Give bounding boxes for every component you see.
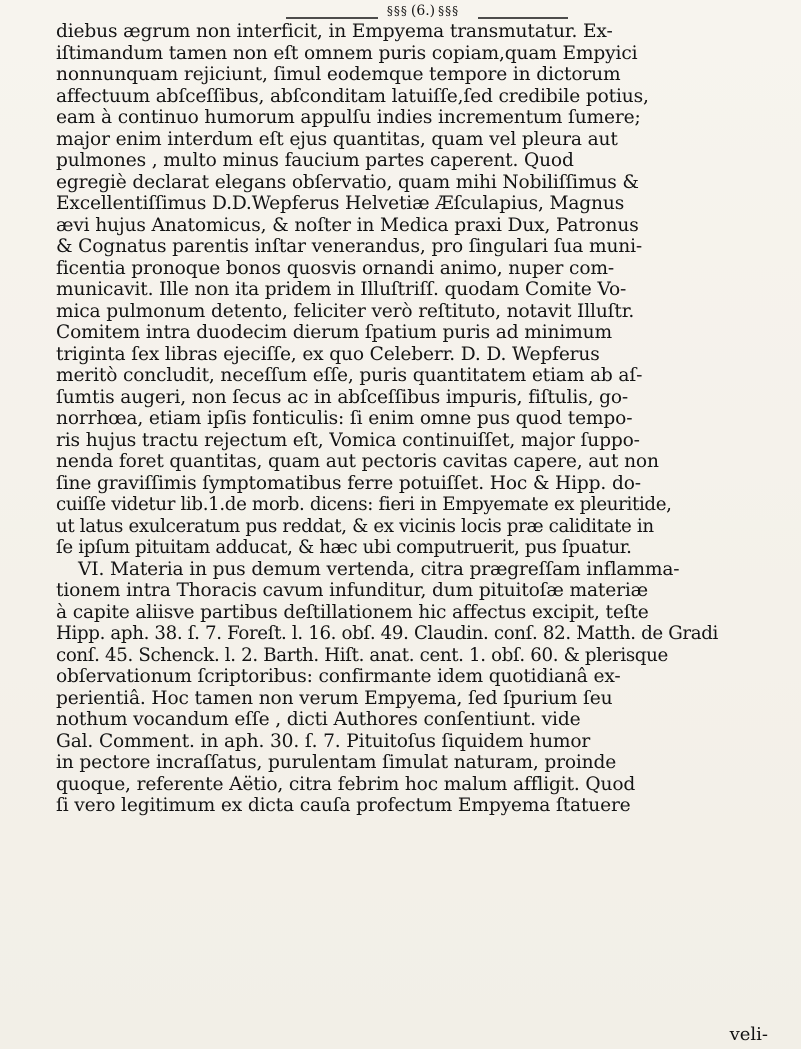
text-line: municavit. Ille non ita pridem in Illuſtriſſ. quodam Comite Vo- xyxy=(56,279,627,300)
citation-line: conſ. 45. Schenck. l. 2. Barth. Hiſt. anat. cent. 1. obſ. 60. & plerisque xyxy=(56,644,668,666)
text-line: in pectore incraſſatus, purulentam ſimulat naturam, proinde xyxy=(56,752,617,773)
text-line: norrhœa, etiam ipſis fonticulis: ſi enim omne pus quod tempo- xyxy=(56,408,633,429)
text-line: ficentia pronoque bonos quosvis ornandi animo, nuper com- xyxy=(56,257,614,279)
text-line: egregiè declarat elegans obſervatio, quam mihi Nobiliſſimus & xyxy=(56,171,639,193)
text-line: Comitem intra duodecim dierum ſpatium puris ad minimum xyxy=(56,322,612,343)
text-line: tionem intra Thoracis cavum infunditur, dum pituitoſæ materiæ xyxy=(56,580,648,601)
body-text xyxy=(56,21,778,817)
header-rule-left xyxy=(286,17,378,19)
text-line: major enim interdum eſt ejus quantitas, quam vel pleura aut xyxy=(56,128,618,150)
text-line: Gal. Comment. in aph. 30. ſ. 7. Pituitoſus ſiquidem humor xyxy=(56,730,591,752)
text-line: ſine graviſſimis ſymptomatibus ferre potuiſſet. Hoc & Hipp. do- xyxy=(56,472,641,494)
section-start-line: VI. Materia in pus demum vertenda, citra prægreſſam inflamma- xyxy=(78,558,680,580)
catchword: veli- xyxy=(729,1024,768,1045)
text-line: meritò concludit, neceſſum eſſe, puris quantitatem etiam ab aſ- xyxy=(56,365,643,386)
text-line: iſtimandum tamen non eſt omnem puris copiam,quam Empyici xyxy=(56,42,638,64)
text-line: ſumtis augeri, non ſecus ac in abſceſſibus impuris, fiſtulis, go- xyxy=(56,386,629,408)
text-line: pulmones , multo minus faucium partes caperent. Quod xyxy=(56,150,574,171)
ornament-right: §§§ xyxy=(438,4,460,18)
page-number-ornament xyxy=(373,2,473,20)
text-line: ævi hujus Anatomicus, & noſter in Medica praxi Dux, Patronus xyxy=(56,214,639,236)
text-line: cuiſſe videtur lib.1.de morb. dicens: fieri in Empyemate ex pleuritide, xyxy=(56,494,672,515)
page-header xyxy=(0,0,801,22)
text-line: ſe ipſum pituitam adducat, & hæc ubi computruerit, pus ſpuatur. xyxy=(56,537,632,558)
text-line: ſi vero legitimum ex dicta cauſa profectum Empyema ſtatuere xyxy=(56,795,631,816)
page-number: (6.) xyxy=(410,3,436,19)
text-line: nenda foret quantitas, quam aut pectoris cavitas capere, aut non xyxy=(56,451,659,472)
text-line: nonnunquam rejiciunt, ſimul eodemque tempore in dictorum xyxy=(56,64,621,85)
text-line: ris hujus tractu rejectum eſt, Vomica continuiſſet, major ſuppo- xyxy=(56,429,640,451)
header-rule-right xyxy=(478,17,568,19)
text-line: triginta ſex libras ejeciſſe, ex quo Celeberr. D. D. Wepferus xyxy=(56,343,600,365)
text-line: à capite aliisve partibus deſtillationem hic affectus excipit, teſte xyxy=(56,601,649,623)
text-line: nothum vocandum eſſe , dicti Authores conſentiunt. vide xyxy=(56,709,581,730)
text-line: affectuum abſceſſibus, abſconditam latuiſſe,ſed credibile potius, xyxy=(56,85,649,107)
text-line: & Cognatus parentis inſtar venerandus, pro ſingulari ſua muni- xyxy=(56,236,643,257)
text-line: obſervationum ſcriptoribus: confirmante idem quotidianâ ex- xyxy=(56,666,621,687)
text-line: eam à continuo humorum appulſu indies incrementum ſumere; xyxy=(56,107,641,128)
text-line: perientiâ. Hoc tamen non verum Empyema, ſed ſpurium ſeu xyxy=(56,687,613,709)
text-line: Excellentiſſimus D.D.Wepferus Helvetiæ Æſculapius, Magnus xyxy=(56,193,625,214)
ornament-left: §§§ xyxy=(386,4,408,18)
text-line: quoque, referente Aëtio, citra febrim hoc malum affligit. Quod xyxy=(56,773,636,795)
text-line: ut latus exulceratum pus reddat, & ex vicinis locis præ caliditate in xyxy=(56,515,654,537)
text-line: diebus ægrum non interficit, in Empyema transmutatur. Ex- xyxy=(56,21,613,42)
text-line: mica pulmonum detento, feliciter verò reſtituto, notavit Illuſtr. xyxy=(56,300,635,322)
citation-line: Hipp. aph. 38. ſ. 7. Foreſt. l. 16. obſ. 49. Claudin. conſ. 82. Matth. de Gradi xyxy=(56,623,719,644)
